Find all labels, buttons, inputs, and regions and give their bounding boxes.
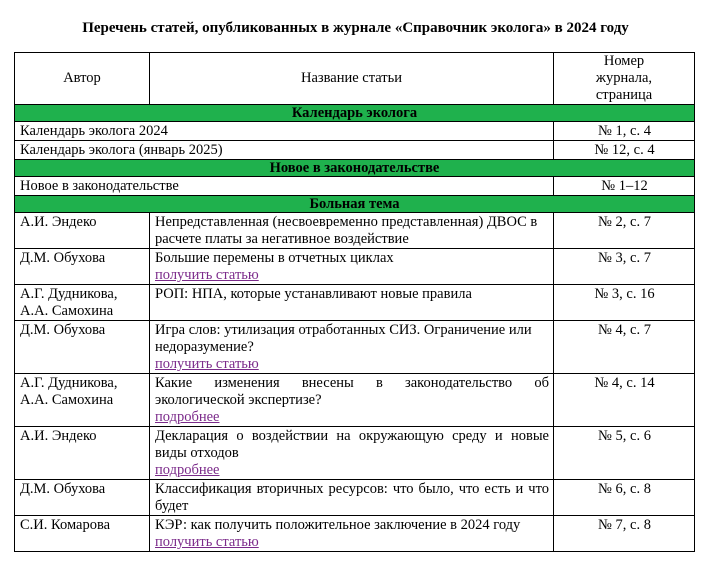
section-header [15,160,695,177]
row-issue: № 3, с. 16 [554,285,695,321]
article-title: Декларация о воздействии на окружающую среду и новые виды отходов [155,428,549,461]
author-line: А.И. Эндеко [20,428,97,444]
get-article-link[interactable]: получить статью [155,534,259,550]
row-text: Новое в законодательстве [15,177,554,196]
article-title: Классификация вторичных ресурсов: что было, что есть и что будет [155,481,549,514]
author-line: Д.М. Обухова [20,250,106,266]
get-article-link[interactable]: получить статью [155,356,259,372]
article-title: КЭР: как получить положительное заключение в 2024 году [155,517,521,533]
row-issue: № 2, с. 7 [554,213,695,249]
author-line: А.Г. Дудникова, [20,286,118,302]
author-line: А.А. Самохина [20,392,114,408]
table-row [15,177,695,196]
header-author: Автор [15,53,150,105]
author-line: А.Г. Дудникова, [20,375,118,391]
row-author [15,516,150,552]
header-issue [554,53,695,105]
table-row [15,141,695,160]
more-details-link[interactable]: подробнее [155,409,220,425]
row-title-cell [150,321,554,374]
table-row [15,427,695,480]
row-issue: № 3, с. 7 [554,249,695,285]
section-header [15,196,695,213]
article-title: Игра слов: утилизация отработанных СИЗ. Ограничение или недоразумение? [155,322,532,355]
section-title: Больная тема [15,196,695,213]
row-title-cell [150,213,554,249]
author-line: Д.М. Обухова [20,322,106,338]
row-author [15,321,150,374]
table-header-row [15,53,695,105]
row-issue: № 1–12 [554,177,695,196]
row-text: Календарь эколога (январь 2025) [15,141,554,160]
articles-table [14,52,695,552]
row-title-cell [150,285,554,321]
table-row [15,321,695,374]
row-author [15,249,150,285]
row-issue: № 7, с. 8 [554,516,695,552]
header-title: Название статьи [150,53,554,105]
row-author [15,285,150,321]
header-issue-line: журнала, [595,70,653,86]
header-issue-line: страница [595,87,653,103]
section-header [15,105,695,122]
author-line: А.А. Самохина [20,303,114,319]
article-title: Какие изменения внесены в законодательство об экологической экспертизе? [155,375,549,408]
document-title: Перечень статей, опубликованных в журнале «Справочник эколога» в 2024 году [82,20,629,36]
table-row [15,213,695,249]
row-title-cell [150,516,554,552]
article-title: Непредставленная (несвоевременно представленная) ДВОС в расчете платы за негативное воздействие [155,214,538,247]
author-line: А.И. Эндеко [20,214,97,230]
row-title-cell [150,427,554,480]
row-issue: № 5, с. 6 [554,427,695,480]
row-author [15,374,150,427]
table-row [15,480,695,516]
row-issue: № 6, с. 8 [554,480,695,516]
table-row [15,516,695,552]
section-title: Новое в законодательстве [15,160,695,177]
author-line: Д.М. Обухова [20,481,106,497]
row-issue: № 1, с. 4 [554,122,695,141]
more-details-link[interactable]: подробнее [155,462,220,478]
table-row [15,249,695,285]
get-article-link[interactable]: получить статью [155,267,259,283]
row-author [15,480,150,516]
table-row [15,285,695,321]
row-author [15,427,150,480]
author-line: С.И. Комарова [20,517,111,533]
row-issue: № 4, с. 14 [554,374,695,427]
table-row [15,374,695,427]
row-title-cell [150,480,554,516]
article-title: РОП: НПА, которые устанавливают новые правила [155,286,472,302]
row-title-cell [150,249,554,285]
table-row [15,122,695,141]
row-issue: № 4, с. 7 [554,321,695,374]
header-issue-line: Номер [603,53,645,69]
row-title-cell [150,374,554,427]
row-text: Календарь эколога 2024 [15,122,554,141]
article-title: Большие перемены в отчетных циклах [155,250,394,266]
row-issue: № 12, с. 4 [554,141,695,160]
row-author [15,213,150,249]
section-title: Календарь эколога [15,105,695,122]
